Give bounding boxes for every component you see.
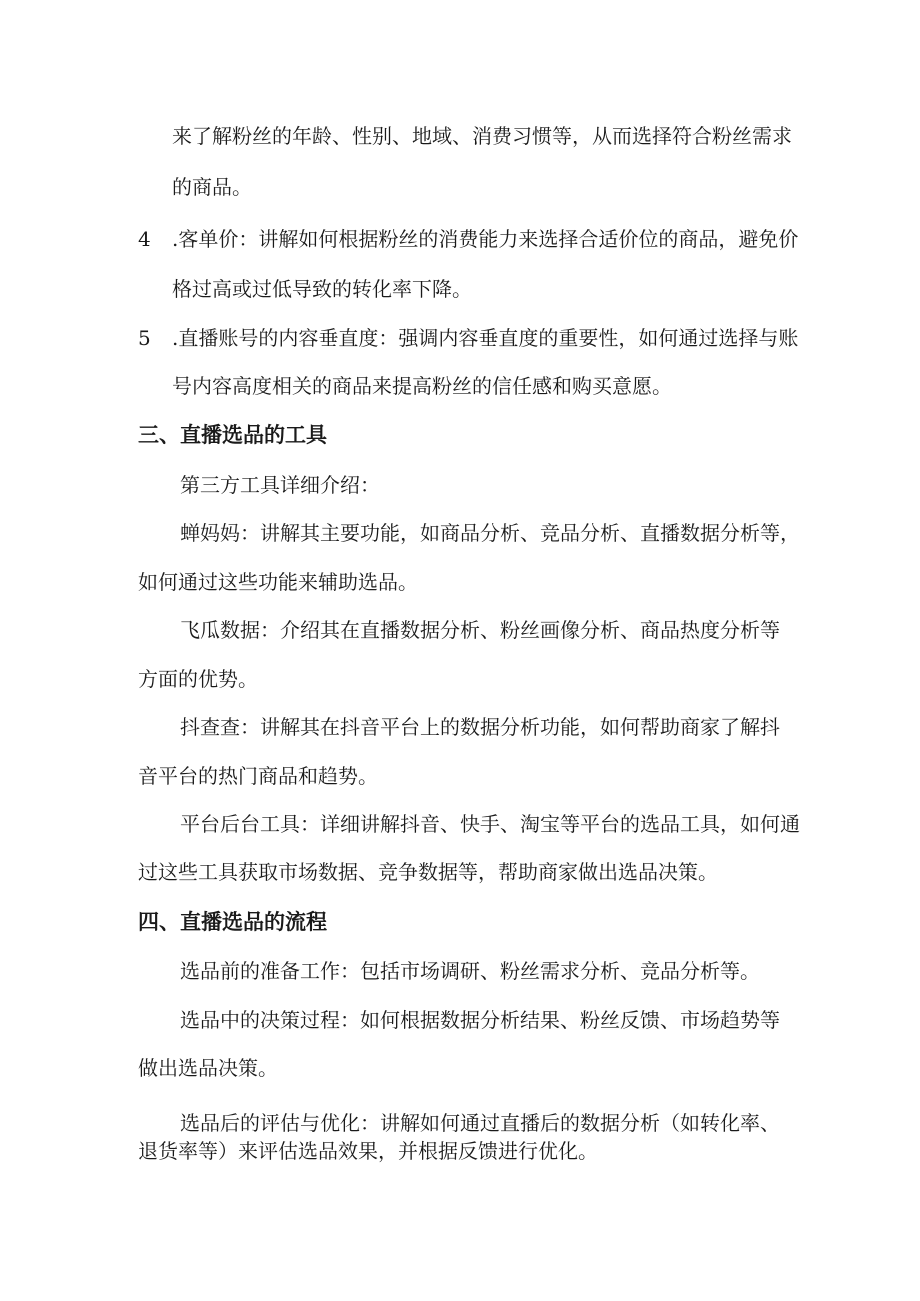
list-item-4-line2: 格过高或过低导致的转化率下降。 [172, 277, 472, 301]
platform-tools-line2: 过这些工具获取市场数据、竞争数据等，帮助商家做出选品决策。 [138, 860, 718, 884]
feigua-line1: 飞瓜数据：介绍其在直播数据分析、粉丝画像分析、商品热度分析等 [180, 618, 780, 642]
douchacha-line1: 抖查查：讲解其在抖音平台上的数据分析功能，如何帮助商家了解抖 [180, 715, 780, 739]
section-3-heading: 三、直播选品的工具 [138, 423, 327, 447]
list-number-5: 5 [138, 326, 151, 350]
list-item-5-line1 [138, 325, 798, 351]
chanmama-line2: 如何通过这些功能来辅助选品。 [138, 570, 418, 594]
chanmama-line1: 蝉妈妈：讲解其主要功能，如商品分析、竞品分析、直播数据分析等， [180, 521, 800, 545]
paragraph-fans-line1: 来了解粉丝的年龄、性别、地域、消费习惯等，从而选择符合粉丝需求 [172, 124, 792, 148]
platform-tools-line1: 平台后台工具：详细讲解抖音、快手、淘宝等平台的选品工具，如何通 [180, 812, 800, 836]
after-selection-line1: 选品后的评估与优化：讲解如何通过直播后的数据分析（如转化率、 [180, 1111, 780, 1135]
list-number-4: 4 [138, 227, 151, 251]
douchacha-line2: 音平台的热门商品和趋势。 [138, 764, 378, 788]
paragraph-fans-line2: 的商品。 [172, 175, 252, 199]
after-selection-line2: 退货率等）来评估选品效果，并根据反馈进行优化。 [138, 1139, 598, 1163]
during-selection-line2: 做出选品决策。 [138, 1056, 278, 1080]
list-item-4-line1 [138, 226, 798, 252]
list-item-4-text: .客单价：讲解如何根据粉丝的消费能力来选择合适价位的商品，避免价 [172, 227, 799, 251]
list-item-5-text: .直播账号的内容垂直度：强调内容垂直度的重要性，如何通过选择与账 [172, 326, 799, 350]
list-item-5-line2: 号内容高度相关的商品来提高粉丝的信任感和购买意愿。 [172, 374, 672, 398]
tools-intro: 第三方工具详细介绍： [180, 473, 380, 497]
before-selection: 选品前的准备工作：包括市场调研、粉丝需求分析、竞品分析等。 [180, 959, 760, 983]
feigua-line2: 方面的优势。 [138, 667, 258, 691]
section-4-heading: 四、直播选品的流程 [138, 910, 327, 934]
during-selection-line1: 选品中的决策过程：如何根据数据分析结果、粉丝反馈、市场趋势等 [180, 1008, 780, 1032]
